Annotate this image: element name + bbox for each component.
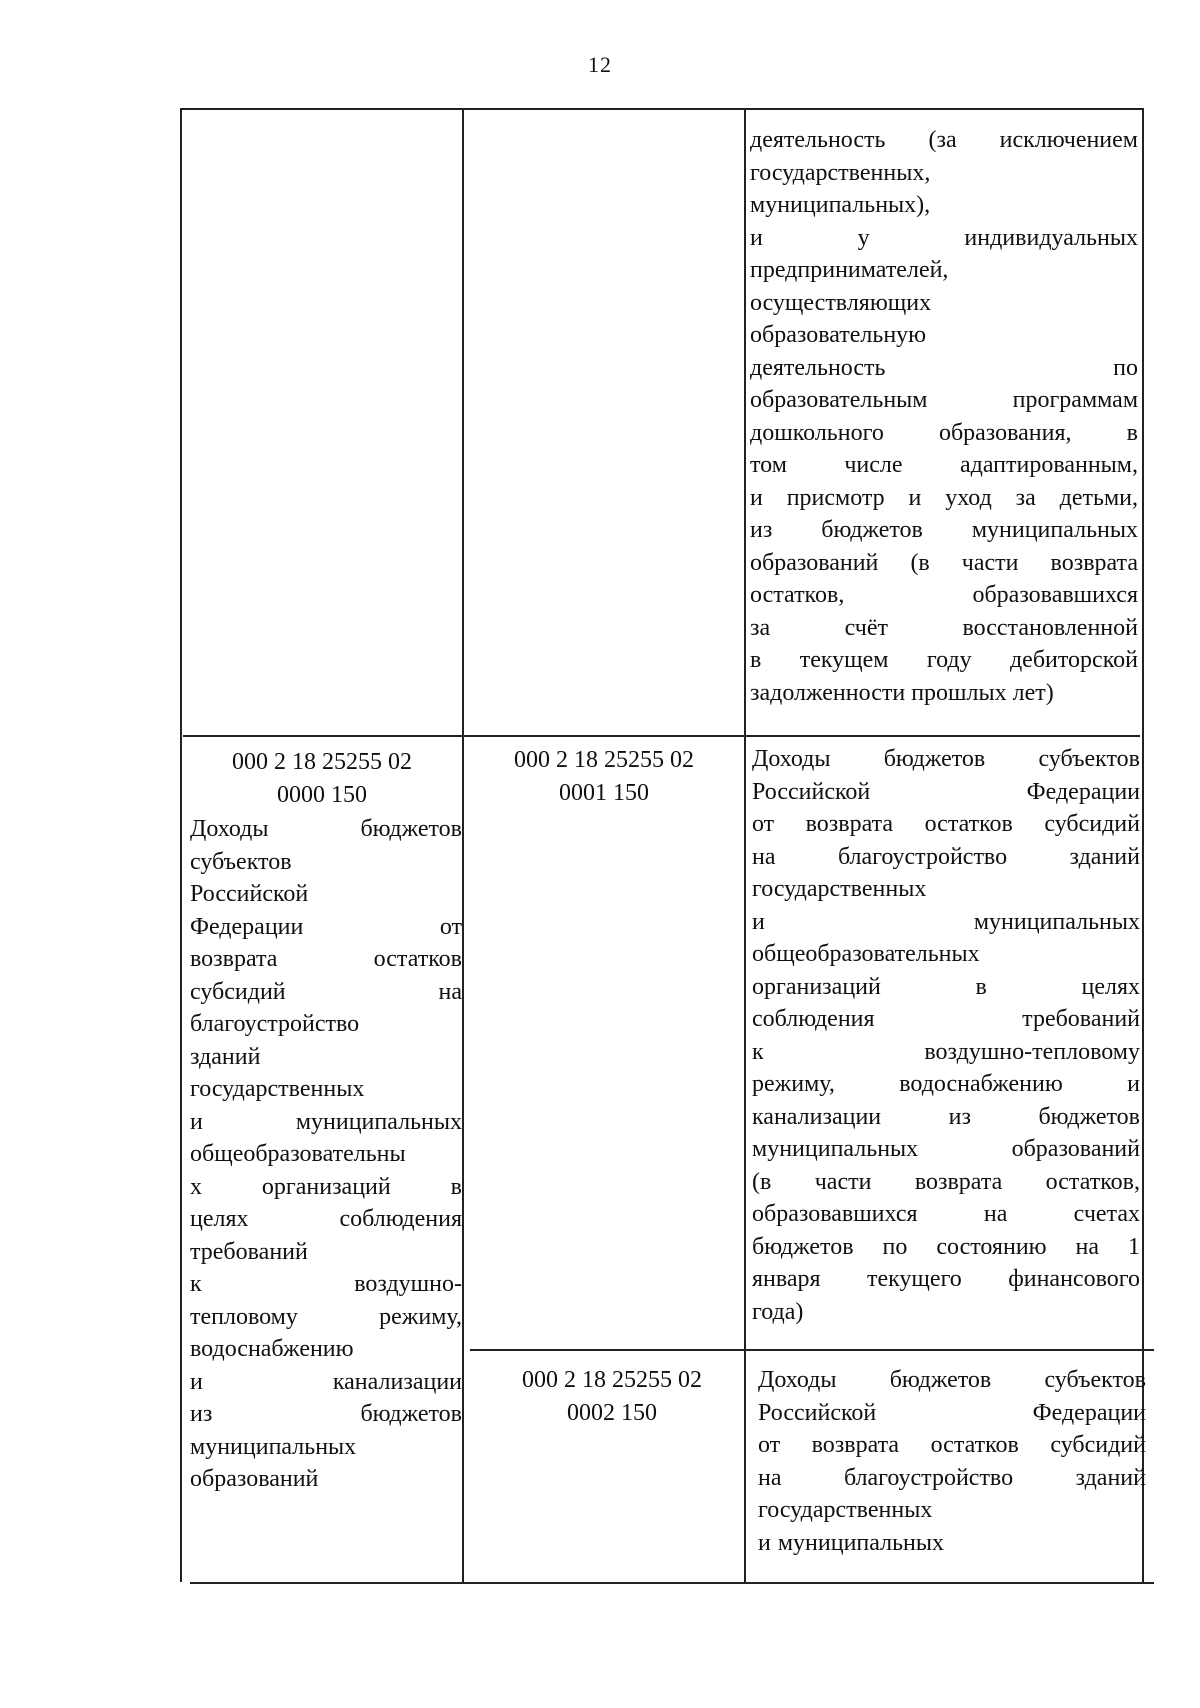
- word: возврата: [190, 946, 278, 972]
- word: остатков: [373, 946, 462, 972]
- word: состоянию: [936, 1233, 1047, 1260]
- word: Федерации: [1026, 778, 1140, 805]
- word: общеобразовательных: [752, 941, 980, 967]
- word: образовавшихся: [972, 582, 1138, 608]
- text-line: [750, 157, 1138, 190]
- table-border-bottom: [190, 1582, 1154, 1584]
- word: остатков: [930, 1432, 1019, 1458]
- word: счёт: [844, 614, 888, 641]
- text-line: [758, 1429, 1146, 1462]
- word: зданий: [1075, 1464, 1146, 1491]
- word: Российской: [190, 881, 309, 907]
- text-line: [750, 644, 1138, 677]
- text-line: [758, 1397, 1146, 1430]
- word: муниципальных: [295, 1108, 462, 1135]
- text-line: [190, 1008, 462, 1041]
- word: х: [190, 1173, 202, 1200]
- text-line: [750, 514, 1138, 547]
- word: целях: [190, 1206, 249, 1232]
- text-line: [752, 808, 1140, 841]
- table-border-right: [1142, 108, 1144, 1582]
- text-line: [190, 1138, 462, 1171]
- word: бюджетов: [752, 1233, 854, 1260]
- word: благоустройство: [837, 843, 1008, 870]
- word: субсидий: [1050, 1432, 1146, 1458]
- word: возврата: [811, 1432, 900, 1458]
- word: и: [758, 1529, 771, 1556]
- word: и: [908, 484, 922, 511]
- word: канализации: [752, 1103, 882, 1130]
- word: возврата: [914, 1168, 1003, 1195]
- word: от: [752, 811, 775, 837]
- text-line: [190, 846, 462, 879]
- word: из: [948, 1103, 971, 1130]
- word: текущем: [799, 647, 889, 673]
- word: возврата: [1050, 549, 1138, 576]
- text-line: [752, 776, 1140, 809]
- word: бюджетов: [360, 816, 462, 842]
- word: деятельность: [750, 354, 886, 381]
- word: зданий: [1069, 843, 1140, 870]
- word: и: [1127, 1071, 1140, 1097]
- word: в: [1126, 419, 1138, 446]
- row-divider: [183, 735, 1140, 737]
- word: возврата: [805, 811, 894, 837]
- word: осуществляющих: [750, 289, 932, 316]
- word: Доходы: [758, 1367, 837, 1393]
- word: по: [882, 1233, 908, 1260]
- word: муниципальных: [190, 1433, 357, 1460]
- text-line: [190, 1041, 462, 1074]
- sub2-code: [476, 1364, 748, 1429]
- word: образований: [750, 549, 879, 576]
- text-line: [752, 971, 1140, 1004]
- word: бюджетов: [821, 517, 923, 543]
- word: и: [190, 1108, 203, 1135]
- word: счетах: [1073, 1201, 1140, 1227]
- word: восстановленной: [962, 614, 1138, 641]
- word: из: [750, 517, 773, 543]
- word: бюджетов: [360, 1401, 462, 1427]
- table-border-top: [180, 108, 1142, 110]
- word: программам: [1012, 387, 1138, 413]
- word: зданий: [190, 1043, 261, 1070]
- word: задолженности прошлых лет): [750, 679, 1054, 706]
- word: индивидуальных: [964, 224, 1138, 251]
- word: соблюдения: [752, 1006, 875, 1032]
- sub2-description: [758, 1364, 1146, 1559]
- text-line: [752, 1036, 1140, 1069]
- row1-description: [750, 124, 1138, 709]
- word: году: [926, 647, 972, 673]
- text-line: [190, 1366, 462, 1399]
- text-line: [750, 352, 1138, 385]
- table-border-left: [180, 108, 182, 1582]
- text-line: [750, 254, 1138, 287]
- text-line: [758, 1462, 1146, 1495]
- word: бюджетов: [889, 1367, 992, 1393]
- word: водоснабжению: [190, 1336, 354, 1362]
- text-line: 0002 150: [567, 1399, 657, 1426]
- word: в: [975, 973, 987, 1000]
- text-line: [750, 449, 1138, 482]
- text-line: [750, 547, 1138, 580]
- word: января: [752, 1266, 821, 1292]
- word: текущего: [866, 1266, 962, 1292]
- text-line: [750, 417, 1138, 450]
- word: образования,: [938, 419, 1072, 446]
- word: режиму,: [379, 1303, 462, 1330]
- word: организаций: [261, 1173, 391, 1200]
- word: дебиторской: [1009, 647, 1138, 673]
- word: муниципальных: [777, 1529, 945, 1556]
- word: числе: [844, 452, 903, 478]
- word: исключением: [999, 127, 1138, 153]
- text-line: [752, 1101, 1140, 1134]
- word: муниципальных: [973, 908, 1140, 935]
- text-line: [752, 938, 1140, 971]
- text-line: 000 2 18 25255 02: [232, 749, 412, 775]
- subrow-divider: [470, 1349, 1154, 1351]
- text-line: [190, 1463, 462, 1496]
- text-line: [190, 1106, 462, 1139]
- word: Федерации: [190, 913, 304, 940]
- word: образовавшихся: [752, 1201, 918, 1227]
- word: к: [190, 1271, 202, 1297]
- text-line: [190, 1301, 462, 1334]
- word: деятельность: [750, 127, 886, 153]
- word: адаптированным,: [959, 452, 1138, 478]
- word: и: [752, 908, 765, 935]
- word: (в: [910, 549, 930, 576]
- word: субсидий: [190, 978, 286, 1005]
- column-divider-1: [462, 108, 464, 1582]
- word: на: [758, 1464, 782, 1491]
- text-line: [190, 1203, 462, 1236]
- word: финансового: [1008, 1266, 1140, 1292]
- text-line: [750, 612, 1138, 645]
- text-line: [752, 1198, 1140, 1231]
- word: за: [750, 614, 771, 641]
- word: Федерации: [1032, 1399, 1146, 1426]
- page-number: 12: [588, 52, 612, 77]
- text-line: [750, 189, 1138, 222]
- word: субъектов: [190, 848, 292, 875]
- word: соблюдения: [339, 1206, 462, 1232]
- word: благоустройство: [843, 1464, 1014, 1491]
- word: на: [1075, 1233, 1100, 1260]
- text-line: 0000 150: [277, 781, 367, 808]
- word: государственных,: [750, 159, 931, 186]
- word: субъектов: [1044, 1367, 1146, 1393]
- text-line: [752, 1133, 1140, 1166]
- word: части: [814, 1168, 872, 1195]
- text-line: [750, 287, 1138, 320]
- word: государственных: [190, 1076, 365, 1102]
- word: на: [752, 843, 776, 870]
- word: требований: [1022, 1006, 1140, 1032]
- word: муниципальных: [971, 517, 1138, 543]
- text-line: [750, 384, 1138, 417]
- text-line: [190, 1398, 462, 1431]
- word: Доходы: [752, 746, 831, 772]
- word: 1: [1128, 1233, 1140, 1260]
- text-line: [190, 1236, 462, 1269]
- text-line: [190, 1171, 462, 1204]
- word: государственных: [752, 876, 927, 902]
- text-line: [752, 1296, 1140, 1329]
- text-line: [752, 743, 1140, 776]
- word: из: [190, 1401, 213, 1427]
- text-line: [190, 911, 462, 944]
- word: образований: [190, 1466, 319, 1492]
- text-line: [190, 1268, 462, 1301]
- word: субсидий: [1044, 811, 1140, 837]
- word: воздушно-тепловому: [924, 1038, 1140, 1065]
- row2-group-code: [186, 746, 458, 811]
- word: Доходы: [190, 816, 269, 842]
- word: к: [752, 1038, 764, 1065]
- word: по: [1113, 354, 1138, 381]
- text-line: [190, 1431, 462, 1464]
- word: образовательным: [750, 387, 928, 413]
- word: образований: [1011, 1136, 1140, 1162]
- word: детьми,: [1059, 484, 1138, 511]
- word: присмотр: [786, 484, 885, 511]
- word: бюджетов: [1038, 1103, 1140, 1130]
- text-line: [750, 222, 1138, 255]
- word: канализации: [332, 1368, 462, 1395]
- text-line: [750, 124, 1138, 157]
- word: образовательную: [750, 322, 927, 348]
- sub1-description: [752, 743, 1140, 1328]
- text-line: [752, 841, 1140, 874]
- word: уход: [945, 484, 992, 511]
- word: части: [961, 549, 1019, 576]
- word: остатков,: [1045, 1168, 1140, 1195]
- word: и: [750, 224, 763, 251]
- word: том: [750, 452, 787, 478]
- text-line: [190, 943, 462, 976]
- word: организаций: [752, 973, 881, 1000]
- text-line: [750, 319, 1138, 352]
- word: и: [750, 484, 763, 511]
- word: Российской: [758, 1399, 877, 1426]
- text-line: [190, 878, 462, 911]
- word: целях: [1081, 973, 1140, 1000]
- text-line: 000 2 18 25255 02: [522, 1367, 702, 1393]
- word: государственных: [758, 1497, 933, 1523]
- text-line: [190, 813, 462, 846]
- word: дошкольного: [750, 419, 884, 446]
- word: (в: [752, 1168, 772, 1195]
- text-line: [752, 1166, 1140, 1199]
- word: требований: [190, 1238, 308, 1265]
- text-line: [190, 1333, 462, 1366]
- word: и: [190, 1368, 203, 1395]
- text-line: [758, 1494, 1146, 1527]
- word: в: [750, 647, 762, 673]
- word: у: [857, 224, 870, 251]
- text-line: [752, 1231, 1140, 1264]
- word: (за: [928, 127, 957, 153]
- word: на: [983, 1201, 1008, 1227]
- column-divider-2: [744, 108, 746, 1582]
- text-line: [752, 1068, 1140, 1101]
- row2-group-name: [190, 813, 462, 1496]
- text-line: [750, 579, 1138, 612]
- text-line: [752, 1263, 1140, 1296]
- word: субъектов: [1038, 746, 1140, 772]
- word: муниципальных: [752, 1136, 919, 1162]
- word: в: [450, 1173, 462, 1200]
- word: режиму,: [752, 1071, 835, 1097]
- word: бюджетов: [883, 746, 986, 772]
- word: водоснабжению: [899, 1071, 1063, 1097]
- word: за: [1015, 484, 1036, 511]
- text-line: [190, 1073, 462, 1106]
- word: тепловому: [190, 1303, 298, 1330]
- word: благоустройство: [190, 1011, 360, 1037]
- word: от: [439, 913, 462, 940]
- word: остатков,: [750, 582, 845, 608]
- word: общеобразовательны: [190, 1141, 406, 1167]
- text-line: 0001 150: [559, 779, 649, 806]
- text-line: [752, 1003, 1140, 1036]
- text-line: [752, 873, 1140, 906]
- word: воздушно-: [354, 1271, 462, 1297]
- word: от: [758, 1432, 781, 1458]
- word: на: [438, 978, 462, 1005]
- word: года): [752, 1298, 804, 1325]
- sub1-code: [468, 744, 740, 809]
- text-line: [758, 1364, 1146, 1397]
- text-line: [758, 1527, 1146, 1560]
- word: предпринимателей,: [750, 257, 949, 283]
- word: муниципальных),: [750, 192, 931, 218]
- word: остатков: [924, 811, 1013, 837]
- word: Российской: [752, 778, 871, 805]
- text-line: 000 2 18 25255 02: [514, 747, 694, 773]
- text-line: [190, 976, 462, 1009]
- text-line: [750, 482, 1138, 515]
- text-line: [752, 906, 1140, 939]
- text-line: [750, 677, 1138, 710]
